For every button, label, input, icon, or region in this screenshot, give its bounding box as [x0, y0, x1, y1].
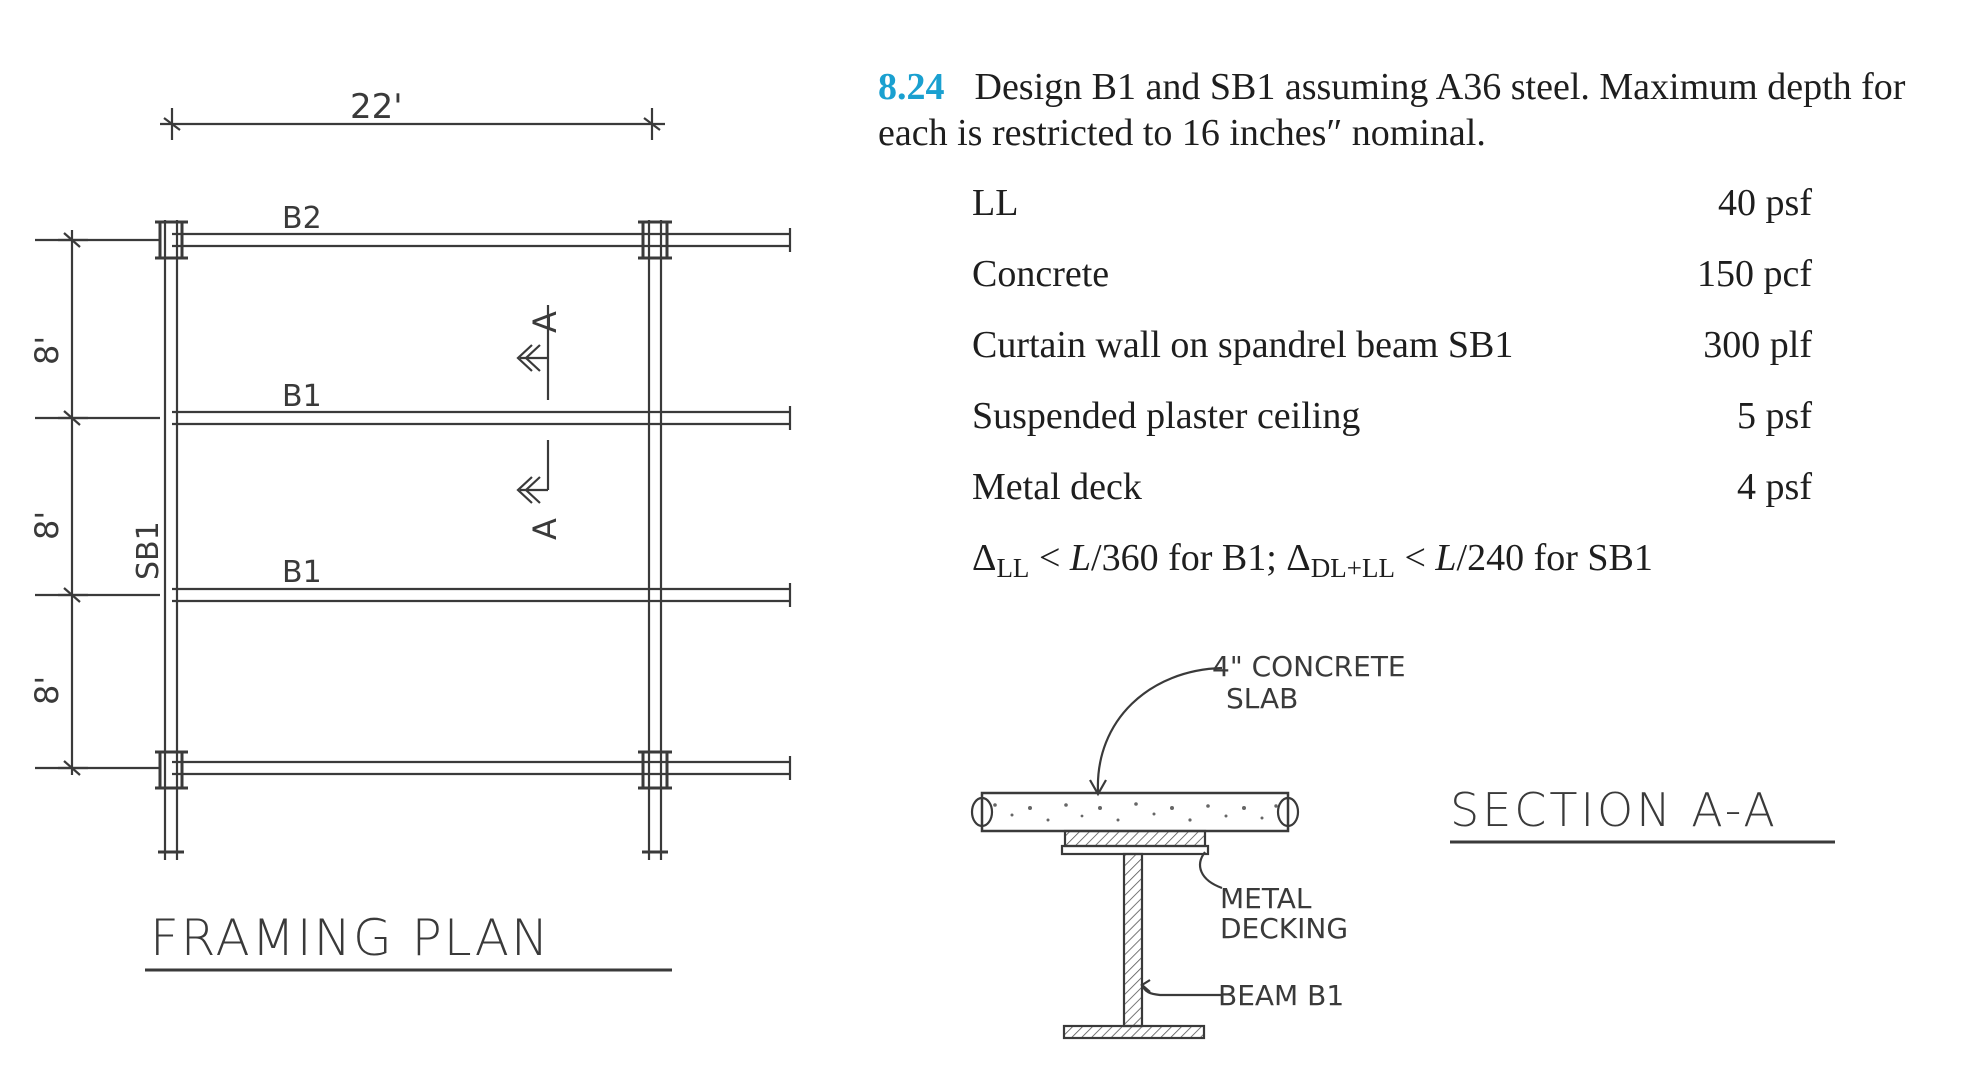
deflection-text: < [1029, 537, 1070, 579]
deflection-text: < [1394, 537, 1436, 579]
slab-aggregate [993, 802, 1278, 821]
slab-label-line1: 4" CONCRETE [1212, 650, 1406, 683]
section-mark-bottom: A [526, 518, 564, 540]
beam-b1-upper-label: B1 [282, 379, 322, 414]
load-value: 150 pcf [1696, 253, 1812, 295]
span-symbol: L [1069, 537, 1092, 579]
load-row [972, 464, 1812, 535]
deck-leader [1200, 852, 1222, 888]
bay-label-middle: 8' [28, 510, 66, 540]
ll-subscript: LL [996, 553, 1030, 583]
span-symbol: L [1435, 537, 1457, 579]
beam-leader [1142, 985, 1222, 995]
section-cut-mark [518, 305, 548, 503]
section-title: SECTION A-A [1450, 783, 1778, 837]
load-row [972, 393, 1812, 464]
beam-b1-lower-line [172, 583, 790, 607]
problem-number: 8.24 [878, 66, 945, 108]
framing-plan-title: FRAMING PLAN [150, 909, 551, 967]
load-value: 4 psf [1737, 466, 1812, 508]
load-row [972, 251, 1812, 322]
load-value: 5 psf [1737, 395, 1812, 437]
beam-bottom-flange [1064, 1026, 1204, 1038]
deflection-limits [972, 535, 1653, 591]
slab-label-line2: SLAB [1226, 682, 1299, 715]
spandrel-label: SB1 [131, 521, 166, 580]
beam-bottom-line [172, 756, 790, 780]
spandrel-beam-sb1 [165, 220, 177, 860]
beam-label: BEAM B1 [1218, 979, 1345, 1012]
load-table [972, 180, 1812, 535]
load-row [972, 322, 1812, 393]
bay-label-bottom: 8' [28, 675, 66, 705]
bay-label-top: 8' [28, 335, 66, 365]
slab-leader [1098, 668, 1222, 792]
load-row [972, 180, 1812, 251]
deflection-text: /360 for B1; [1091, 537, 1287, 579]
beam-web [1124, 854, 1142, 1026]
beam-b2-label: B2 [282, 201, 322, 236]
span-dimension [160, 108, 665, 140]
load-value: 300 plf [1703, 324, 1812, 366]
load-label: Metal deck [972, 466, 1142, 508]
beam-top-flange [1062, 846, 1208, 854]
load-label: Concrete [972, 253, 1110, 295]
dl-ll-subscript: DL+LL [1310, 553, 1395, 583]
metal-deck [1065, 831, 1205, 846]
column-markers [155, 222, 672, 852]
deflection-text: /240 for SB1 [1456, 537, 1653, 579]
deck-label-line1: METAL [1220, 882, 1312, 915]
load-value: 40 psf [1718, 182, 1812, 224]
section-detail [972, 668, 1835, 1038]
right-girder [649, 220, 661, 860]
problem-statement [878, 64, 1948, 156]
load-label: LL [972, 182, 1019, 224]
deck-label-line2: DECKING [1220, 912, 1349, 945]
load-label: Suspended plaster ceiling [972, 395, 1361, 437]
load-label: Curtain wall on spandrel beam SB1 [972, 324, 1514, 366]
concrete-slab [982, 793, 1288, 831]
problem-text: Design B1 and SB1 assuming A36 steel. Maximum depth for each is restricted to 16 inches″ nominal. [878, 66, 1906, 154]
section-mark-top: A [526, 311, 564, 333]
beam-b1-lower-label: B1 [282, 555, 322, 590]
beam-b1-upper-line [172, 406, 790, 430]
delta-symbol: Δ [1286, 537, 1311, 579]
span-label: 22' [350, 87, 403, 127]
delta-symbol: Δ [972, 537, 997, 579]
beam-b2-line [172, 228, 790, 252]
